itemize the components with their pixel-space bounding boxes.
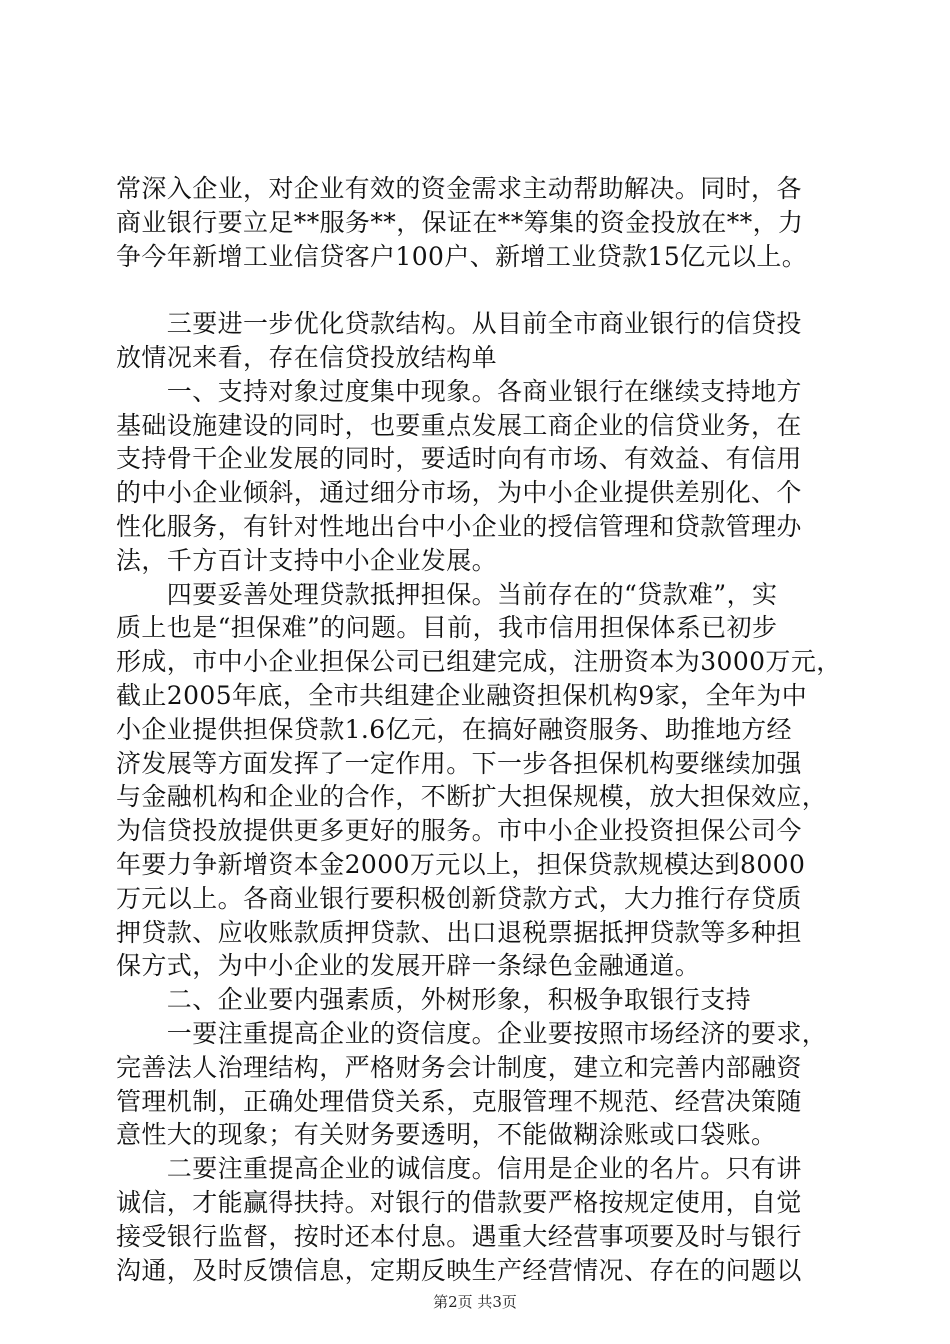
- text-line: 性化服务，有针对性地出台中小企业的授信管理和贷款管理办: [116, 511, 802, 541]
- text-line: 基础设施建设的同时，也要重点发展工商企业的信贷业务，在: [116, 410, 802, 440]
- text-line: 意性大的现象；有关财务要透明，不能做糊涂账或口袋账。: [116, 1120, 777, 1150]
- page-footer: 第2页 共3页: [433, 1293, 517, 1311]
- text-line: 四要妥善处理贷款抵押担保。当前存在的“贷款难”，实: [116, 579, 778, 609]
- text-line: 三要进一步优化贷款结构。从目前全市商业银行的信贷投: [116, 309, 802, 339]
- text-line: 万元以上。各商业银行要积极创新贷款方式，大力推行存贷质: [116, 883, 802, 913]
- text-line: 截止2005年底，全市共组建企业融资担保机构9家，全年为中: [116, 680, 808, 710]
- text-line: 法，千方百计支持中小企业发展。: [116, 545, 498, 575]
- text-line: 一要注重提高企业的资信度。企业要按照市场经济的要求，: [116, 1018, 828, 1048]
- text-line: 接受银行监督，按时还本付息。遇重大经营事项要及时与银行: [116, 1221, 802, 1251]
- text-line: 争今年新增工业信贷客户100户、新增工业贷款15亿元以上。: [116, 241, 808, 271]
- text-line: 年要力争新增资本金2000万元以上，担保贷款规模达到8000: [116, 849, 806, 879]
- text-line: 与金融机构和企业的合作，不断扩大担保规模，放大担保效应，: [116, 782, 828, 812]
- text-line: 押贷款、应收账款质押贷款、出口退税票据抵押贷款等多种担: [116, 917, 802, 947]
- text-line: 诚信，才能赢得扶持。对银行的借款要严格按规定使用，自觉: [116, 1187, 802, 1217]
- text-line: 保方式，为中小企业的发展开辟一条绿色金融通道。: [116, 951, 701, 981]
- text-line: 质上也是“担保难”的问题。目前，我市信用担保体系已初步: [116, 613, 778, 643]
- text-line: 形成，市中小企业担保公司已组建完成，注册资本为3000万元，: [116, 647, 842, 677]
- text-line: 商业银行要立足**服务**，保证在**筹集的资金投放在**，力: [116, 207, 804, 237]
- body-text: [116, 172, 840, 1287]
- text-line: 管理机制，正确处理借贷关系，克服管理不规范、经营决策随: [116, 1086, 802, 1116]
- text-line: 支持骨干企业发展的同时，要适时向有市场、有效益、有信用: [116, 444, 802, 474]
- text-line: 完善法人治理结构，严格财务会计制度，建立和完善内部融资: [116, 1052, 802, 1082]
- text-line: 的中小企业倾斜，通过细分市场，为中小企业提供差别化、个: [116, 478, 802, 508]
- text-line: 二要注重提高企业的诚信度。信用是企业的名片。只有讲: [116, 1154, 802, 1184]
- text-line: 沟通，及时反馈信息，定期反映生产经营情况、存在的问题以: [116, 1255, 802, 1285]
- text-line: 二、企业要内强素质，外树形象，积极争取银行支持: [116, 985, 752, 1015]
- text-line: 放情况来看，存在信贷投放结构单: [116, 342, 498, 372]
- text-line: 常深入企业，对企业有效的资金需求主动帮助解决。同时，各: [116, 174, 802, 203]
- text-line: 济发展等方面发挥了一定作用。下一步各担保机构要继续加强: [116, 748, 802, 778]
- blank-line: [116, 273, 840, 307]
- text-line: 小企业提供担保贷款1.6亿元，在搞好融资服务、助推地方经: [116, 714, 792, 744]
- text-line: 为信贷投放提供更多更好的服务。市中小企业投资担保公司今: [116, 816, 802, 846]
- text-line: 一、支持对象过度集中现象。各商业银行在继续支持地方: [116, 376, 802, 406]
